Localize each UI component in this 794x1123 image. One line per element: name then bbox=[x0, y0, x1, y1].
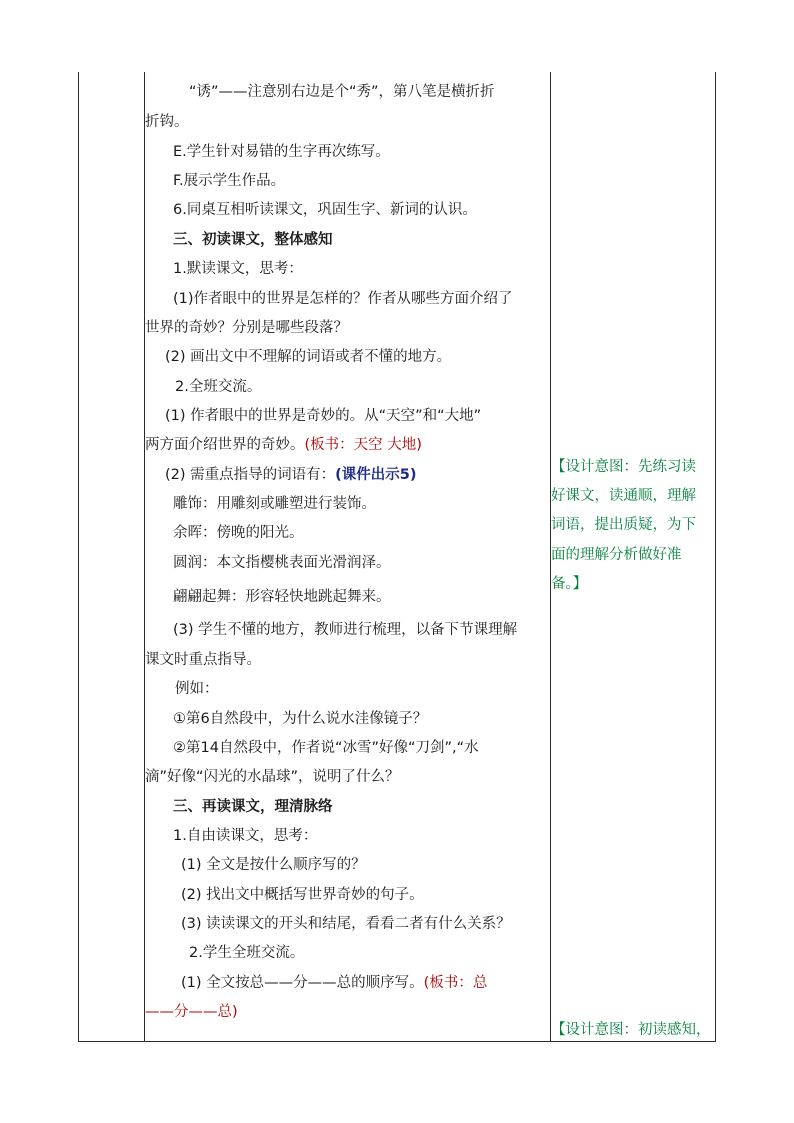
text-line: (3) 学生不懂的地方，教师进行梳理，以备下节课理解 bbox=[173, 622, 518, 638]
vocab-line: 余晖：傍晚的阳光。 bbox=[173, 525, 304, 541]
text-line: ①第6自然段中，为什么说水洼像镜子？ bbox=[173, 711, 428, 727]
text-line bbox=[165, 465, 417, 485]
text-line bbox=[145, 435, 422, 455]
text-line: 2.学生全班交流。 bbox=[189, 945, 305, 961]
table-border-col1 bbox=[144, 72, 145, 1042]
text-line: (3) 读读课文的开头和结尾，看看二者有什么关系？ bbox=[181, 916, 511, 932]
text-line: 1.自由读课文，思考： bbox=[173, 828, 318, 844]
text-line: 1.默读课文，思考： bbox=[173, 261, 303, 277]
note-line: 【设计意图：初读感知， bbox=[551, 1022, 711, 1038]
text-line: 6.同桌互相听读课文，巩固生字、新词的认识。 bbox=[173, 202, 477, 218]
text-line: 2.全班交流。 bbox=[175, 379, 262, 395]
text-line: (1) 作者眼中的世界是奇妙的。从“天空”和“大地” bbox=[165, 408, 482, 424]
table-border-bottom bbox=[78, 1041, 716, 1042]
note-line: 词语，提出质疑，为下 bbox=[551, 517, 696, 533]
text-line: ②第14自然段中，作者说“冰雪”好像“刀剑”,“水 bbox=[173, 740, 479, 756]
text-line bbox=[181, 973, 487, 993]
board-note: (板书：天空 大地) bbox=[304, 437, 422, 453]
slide-note: (课件出示5) bbox=[335, 467, 417, 483]
note-line: 备。】 bbox=[551, 576, 588, 592]
note-line: 【设计意图：先练习读 bbox=[551, 459, 696, 475]
text-line: (1) 全文是按什么顺序写的？ bbox=[181, 857, 366, 873]
text-segment: (2) 需重点指导的词语有： bbox=[165, 467, 336, 483]
note-line: 面的理解分析做好准 bbox=[551, 547, 682, 563]
text-line: 世界的奇妙？分别是哪些段落？ bbox=[145, 320, 348, 336]
board-note: ——分——总) bbox=[145, 1004, 238, 1020]
vocab-line: 翩翩起舞：形容轻快地跳起舞来。 bbox=[173, 589, 391, 605]
text-line: E.学生针对易错的生字再次练写。 bbox=[173, 144, 390, 160]
text-segment: (1) 全文按总——分——总的顺序写。 bbox=[181, 975, 424, 991]
text-line: (2) 画出文中不理解的词语或者不懂的地方。 bbox=[165, 349, 452, 365]
text-line: 滴”好像“闪光的水晶球”，说明了什么？ bbox=[145, 769, 400, 785]
vocab-line: 圆润：本文指樱桃表面光滑润泽。 bbox=[173, 555, 391, 571]
text-line: (2) 找出文中概括写世界奇妙的句子。 bbox=[181, 887, 424, 903]
section-heading: 三、初读课文，整体感知 bbox=[173, 232, 333, 248]
table-border-left bbox=[78, 72, 79, 1042]
text-line: 例如： bbox=[175, 681, 219, 697]
text-line: F.展示学生作品。 bbox=[173, 173, 286, 189]
text-segment: 两方面介绍世界的奇妙。 bbox=[145, 437, 305, 453]
text-line: (1)作者眼中的世界是怎样的？作者从哪些方面介绍了 bbox=[173, 291, 513, 307]
section-heading: 三、再读课文，理清脉络 bbox=[173, 799, 333, 815]
text-line: “诱”——注意别右边是个“秀”，第八笔是横折折 bbox=[189, 84, 495, 100]
text-line: 课文时重点指导。 bbox=[145, 652, 261, 668]
board-note: (板书：总 bbox=[423, 975, 488, 991]
note-line: 好课文，读通顺，理解 bbox=[551, 488, 696, 504]
text-line: 折钩。 bbox=[145, 114, 189, 130]
vocab-line: 雕饰：用雕刻或雕塑进行装饰。 bbox=[173, 496, 376, 512]
table-border-right bbox=[715, 72, 716, 1042]
